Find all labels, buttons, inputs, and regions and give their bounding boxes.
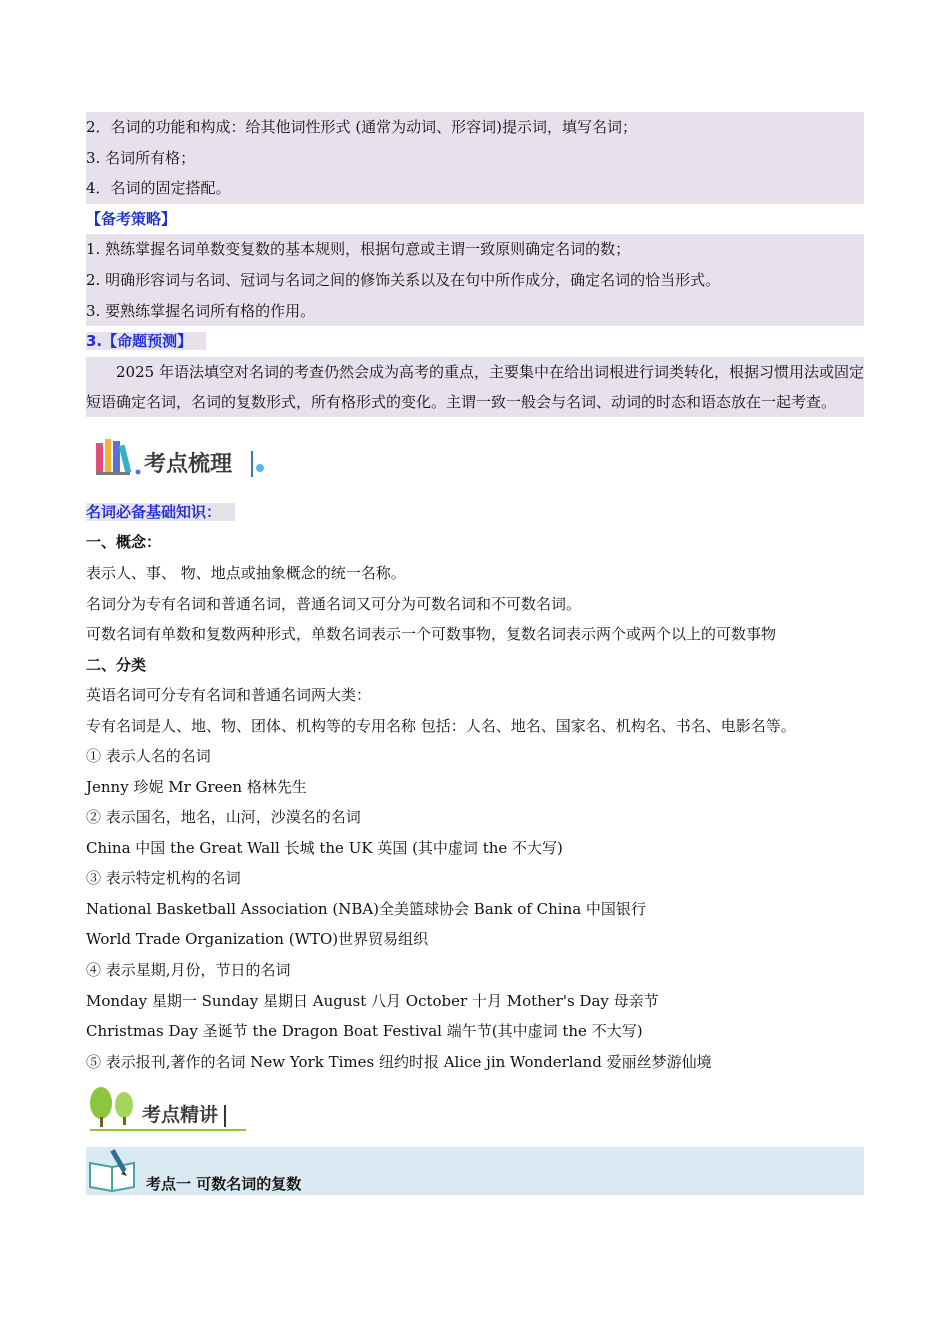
classification-line: Jenny 珍妮 Mr Green 格林先生 xyxy=(86,777,307,796)
intro-item: 4．名词的固定搭配。 xyxy=(86,179,231,198)
section-banner-review xyxy=(86,417,864,497)
concept-line: 名词分为专有名词和普通名词，普通名词又可分为可数名词和不可数名词。 xyxy=(86,594,582,613)
basics-title: 名词必备基础知识： xyxy=(86,503,235,521)
classification-line: Christmas Day 圣诞节 the Dragon Boat Festival 端午节(其中虚词 the 不大写) xyxy=(86,1022,643,1041)
strategy-list xyxy=(86,234,864,326)
classification-line: National Basketball Association (NBA)全美篮球协会 Bank of China 中国银行 xyxy=(86,899,646,918)
strategy-title: 【备考策略】 xyxy=(86,209,177,228)
strategy-item: 2. 明确形容词与名词、冠词与名词之间的修饰关系以及在句中所作成分，确定名词的恰当形式。 xyxy=(86,270,721,289)
notebook-pencil-icon xyxy=(86,1147,142,1195)
banner-review-label: 考点梳理 xyxy=(144,451,233,477)
banner-explain-label: 考点精讲 xyxy=(142,1104,219,1127)
intro-item: 2．名词的功能和构成：给其他词性形式 (通常为动词、形容词)提示词，填写名词； xyxy=(86,118,638,136)
strategy-item: 1. 熟练掌握名词单数变复数的基本规则，根据句意或主谓一致原则确定名词的数； xyxy=(86,240,631,259)
prediction-title: 3.【命题预测】 xyxy=(86,332,206,350)
topic-label: 考点一 可数名词的复数 xyxy=(146,1175,302,1194)
prediction-text: 2025 年语法填空对名词的考查仍然会成为高考的重点，主要集中在给出词根进行词类转化，根据习惯用法或固定短语确定名词，名词的复数形式，所有格形式的变化。主谓一致一般会与名词、动词的时态和语态放在一起考查。 xyxy=(86,357,864,417)
classification-line: ② 表示国名，地名，山河，沙漠名的名词 xyxy=(86,808,361,827)
books-icon xyxy=(86,417,286,497)
classification-heading: 二、分类 xyxy=(86,655,147,674)
document-content xyxy=(86,112,864,1195)
strategy-item: 3. 要熟练掌握名词所有格的作用。 xyxy=(86,301,316,320)
classification-line: World Trade Organization (WTO)世界贸易组织 xyxy=(86,930,429,949)
classification-line: ① 表示人名的名词 xyxy=(86,746,211,765)
classification-line: Monday 星期一 Sunday 星期日 August 八月 October 十月 Mother's Day 母亲节 xyxy=(86,991,659,1010)
section-banner-explain xyxy=(86,1077,864,1141)
classification-line: ④ 表示星期,月份，节日的名词 xyxy=(86,961,291,980)
concept-line: 表示人、事、 物、地点或抽象概念的统一名称。 xyxy=(86,563,406,582)
classification-line: ③ 表示特定机构的名词 xyxy=(86,869,241,888)
intro-item: 3. 名词所有格； xyxy=(86,148,196,167)
concept-heading: 一、概念： xyxy=(86,533,162,552)
classification-para: 专有名词是人、地、物、团体、机构等的专用名称 包括：人名、地名、国家名、机构名、书名、电影名等。 xyxy=(86,716,796,735)
concept-line: 可数名词有单数和复数两种形式，单数名词表示一个可数事物，复数名词表示两个或两个以上的可数事物 xyxy=(86,625,777,644)
topic-header xyxy=(86,1147,864,1195)
intro-list xyxy=(86,112,864,204)
classification-line: 英语名词可分专有名词和普通名词两大类： xyxy=(86,686,372,705)
classification-line: ⑤ 表示报刊,著作的名词 New York Times 纽约时报 Alice jin Wonderland 爱丽丝梦游仙境 xyxy=(86,1052,712,1071)
trees-icon xyxy=(86,1077,266,1141)
classification-line: China 中国 the Great Wall 长城 the UK 英国 (其中虚词 the 不大写) xyxy=(86,838,563,857)
